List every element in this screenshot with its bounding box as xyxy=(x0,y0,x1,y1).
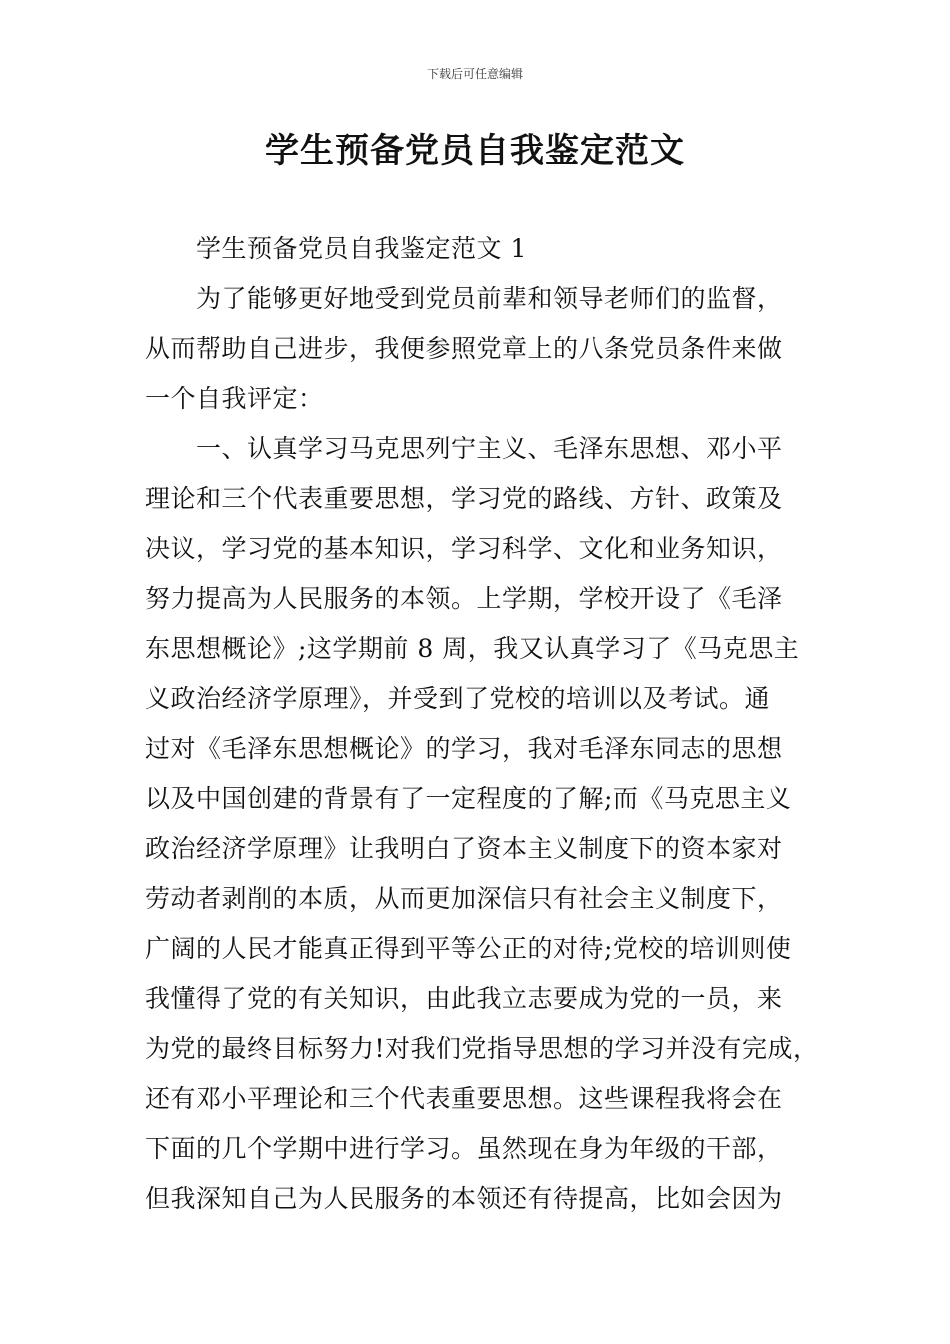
document-body xyxy=(145,224,835,1224)
paragraph-line: 决议，学习党的基本知识，学习科学、文化和业务知识， xyxy=(145,534,783,563)
paragraph-line: 为党的最终目标努力!对我们党指导思想的学习并没有完成， xyxy=(145,1034,819,1063)
paragraph-line: 义政治经济学原理》，并受到了党校的培训以及考试。通 xyxy=(145,684,771,713)
paragraph-line: 广阔的人民才能真正得到平等公正的对待;党校的培训则使 xyxy=(145,934,792,963)
document-title: 学生预备党员自我鉴定范文 xyxy=(265,131,685,171)
paragraph-line: 一个自我评定： xyxy=(145,384,324,413)
paragraph-line: 劳动者剥削的本质，从而更加深信只有社会主义制度下， xyxy=(145,884,783,913)
paragraph-line: 为了能够更好地受到党员前辈和领导老师们的监督， xyxy=(196,284,783,313)
paragraph-line: 政治经济学原理》让我明白了资本主义制度下的资本家对 xyxy=(145,834,783,863)
paragraph-line: 努力提高为人民服务的本领。上学期，学校开设了《毛泽 xyxy=(145,584,783,613)
header-note: 下载后可任意编辑 xyxy=(426,67,523,81)
paragraph-line: 我懂得了党的有关知识，由此我立志要成为党的一员，来 xyxy=(145,984,783,1013)
paragraph-line: 下面的几个学期中进行学习。虽然现在身为年级的干部， xyxy=(145,1134,783,1163)
paragraph-line: 以及中国创建的背景有了一定程度的了解;而《马克思主义 xyxy=(145,784,792,813)
paragraph-line: 理论和三个代表重要思想，学习党的路线、方针、政策及 xyxy=(145,484,783,513)
paragraph-line: 还有邓小平理论和三个代表重要思想。这些课程我将会在 xyxy=(145,1084,783,1113)
paragraph-line: 从而帮助自己进步，我便参照党章上的八条党员条件来做 xyxy=(145,334,783,363)
paragraph-line: 东思想概论》;这学期前 8 周，我又认真学习了《马克思主 xyxy=(145,634,800,663)
paragraph-line: 一、认真学习马克思列宁主义、毛泽东思想、邓小平 xyxy=(196,434,783,463)
section-heading: 学生预备党员自我鉴定范文 1 xyxy=(196,234,527,263)
paragraph-line: 过对《毛泽东思想概论》的学习，我对毛泽东同志的思想 xyxy=(145,734,783,763)
paragraph-line: 但我深知自己为人民服务的本领还有待提高，比如会因为 xyxy=(145,1184,783,1213)
